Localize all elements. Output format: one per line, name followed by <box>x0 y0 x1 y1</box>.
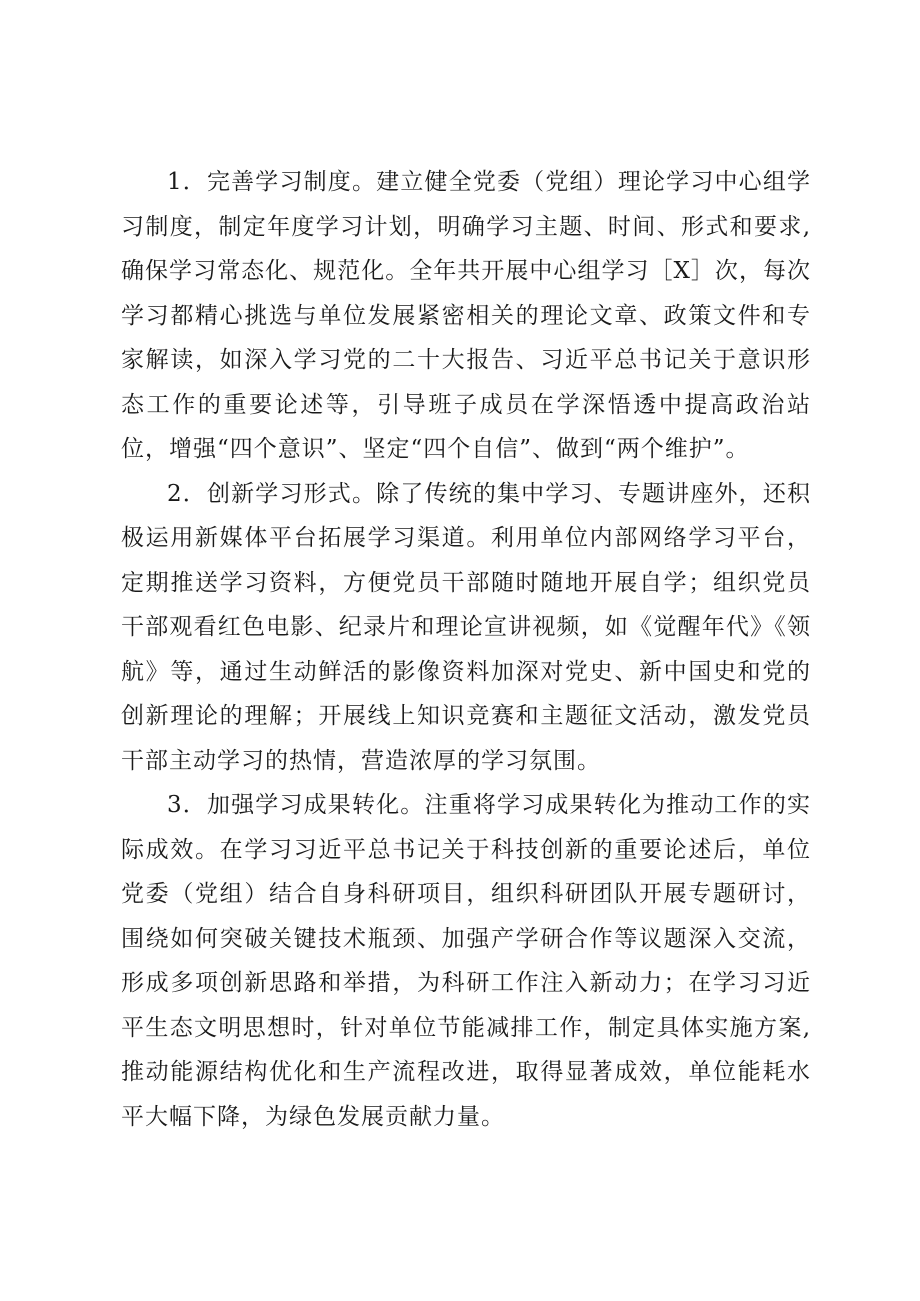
paragraph-3-heading: 3．加强学习成果转化。 <box>167 792 425 818</box>
paragraph-3 <box>121 783 811 1139</box>
paragraph-2-text: 除了传统的集中学习、专题讲座外，还积极运用新媒体平台拓展学习渠道。利用单位内部网络学习平台，定期推送学习资料，方便党员干部随时随地开展自学；组织党员干部观看红色电影、纪录片和理论宣讲视频，如《觉醒年代》《领航》等，通过生动鲜活的影像资料加深对党史、新中国史和党的创新理论的理解；开展线上知识竞赛和主题征文活动，激发党员干部主动学习的热情，营造浓厚的学习氛围。 <box>121 480 812 774</box>
paragraph-1-heading: 1．完善学习制度。 <box>167 169 377 195</box>
paragraph-1-text: 建立健全党委（党组）理论学习中心组学习制度，制定年度学习计划，明确学习主题、时间、形式和要求,确保学习常态化、规范化。全年共开展中心组学习［X］次，每次学习都精心挑选与单位发展紧密相关的理论文章、政策文件和专家解读，如深入学习党的二十大报告、习近平总书记关于意识形态工作的重要论述等，引导班子成员在学深悟透中提高政治站位，增强“四个意识”、坚定“四个自信”、做到“两个维护”。 <box>121 169 812 462</box>
paragraph-3-text: 注重将学习成果转化为推动工作的实际成效。在学习习近平总书记关于科技创新的重要论述后，单位党委（党组）结合自身科研项目，组织科研团队开展专题研讨，围绕如何突破关键技术瓶颈、加强产学研合作等议题深入交流，形成多项创新思路和举措，为科研工作注入新动力；在学习习近平生态文明思想时，针对单位节能减排工作，制定具体实施方案,推动能源结构优化和生产流程改进，取得显著成效，单位能耗水平大幅下降，为绿色发展贡献力量。 <box>121 792 811 1130</box>
paragraph-1 <box>121 160 811 472</box>
paragraph-2 <box>121 472 811 784</box>
paragraph-2-heading: 2．创新学习形式。 <box>167 480 377 507</box>
document-body <box>121 160 811 1139</box>
